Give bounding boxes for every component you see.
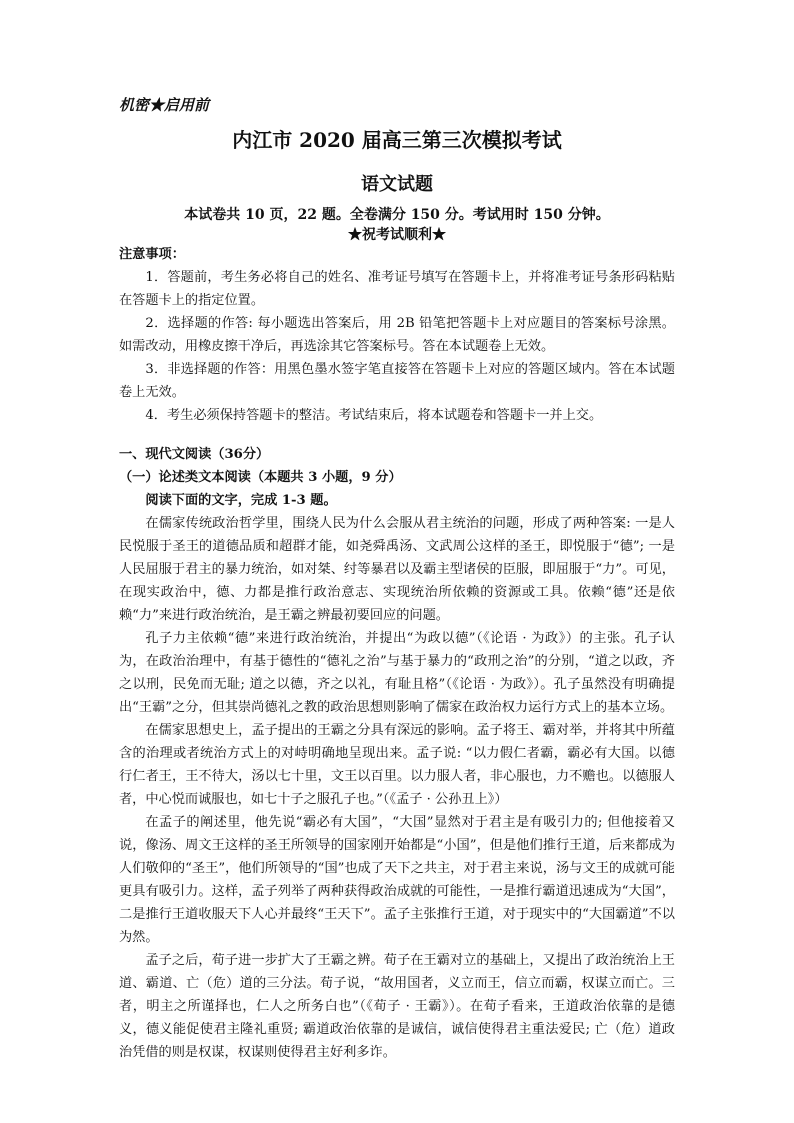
section-instruction: 阅读下面的文字，完成 1-3 题。	[145, 493, 337, 508]
notes-item: 4．考生必须保持答题卡的整洁。考试结束后，将本试题卷和答题卡一并上交。	[145, 408, 603, 423]
exam-wish: ★祝考试顺利★	[348, 227, 446, 243]
passage-paragraph: 孟子之后，荀子进一步扩大了王霸之辨。荀子在王霸对立的基础上，又提出了政治统治上王道、霸道、亡（危）道的三分法。荀子说，“故用国者，义立而王，信立而霸，权谋立而亡。三者，明主之所谨择也，仁人之所务白也”（《荀子 · 王霸》）。在荀子看来，王道政治依靠的是德义，德义能促使君主隆礼重贤; 霸道政治依靠的是诚信，诚信使得君主重法爱民; 亡（危）道政治凭借的则是权谋，权谋则使得君主好利多诈。	[119, 953, 675, 1060]
confidential-label: 机密★启用前	[119, 96, 210, 114]
passage-paragraph: 孔子力主依赖“德”来进行政治统治，并提出“为政以德”（《论语 · 为政》）的主张。孔子认为，在政治治理中，有基于德性的“德礼之治”与基于暴力的“政刑之治”的分别，“道之以政，齐之以刑，民免而无耻; 道之以德，齐之以礼，有耻且格”（《论语 · 为政》）。孔子虽然没有明确提出“王霸”之分，但其崇尚德礼之教的政治思想则影响了儒家在政治权力运行方式上的基本立场。	[119, 631, 675, 715]
notes-heading: 注意事项：	[119, 247, 185, 262]
section-heading: 一、现代文阅读（36分）	[119, 447, 270, 462]
exam-body	[119, 243, 675, 1064]
exam-info: 本试卷共 10 页，22 题。全卷满分 150 分。考试用时 150 分钟。	[184, 207, 610, 223]
notes-item: 1．答题前，考生务必将自己的姓名、准考证号填写在答题卡上，并将准考证号条形码粘贴在答题卡上的指定位置。	[119, 270, 675, 308]
passage-paragraph: 在孟子的阐述里，他先说“霸必有大国”，“大国”显然对于君主是有吸引力的; 但他接着又说，像汤、周文王这样的圣王所领导的国家刚开始都是“小国”，但是他们推行王道，后来都成为人们敬仰的“圣王”，他们所领导的“国”也成了天下之共主，对于君主来说，汤与文王的成就可能更具有吸引力。这样，孟子列举了两种获得政治成就的可能性，一是推行霸道迅速成为“大国”，二是推行王道收服天下人心并最终“王天下”。孟子主张推行王道，对于现实中的“大国霸道”不以为然。	[119, 815, 675, 945]
notes-item: 2．选择题的作答: 每小题选出答案后，用 2B 铅笔把答题卡上对应题目的答案标号涂黑。如需改动，用橡皮擦干净后，再选涂其它答案标号。答在本试题卷上无效。	[119, 316, 675, 354]
page-title: 内江市 2020 届高三第三次模拟考试	[232, 128, 562, 152]
page-subtitle: 语文试题	[361, 174, 433, 195]
spacer	[119, 427, 675, 443]
passage-paragraph: 在儒家传统政治哲学里，围绕人民为什么会服从君主统治的问题，形成了两种答案: 一是人民悦服于圣王的道德品质和超群才能，如尧舜禹汤、文武周公这样的圣王，即悦服于“德”; 一是人民屈服于君主的暴力统治，如对桀、纣等暴君以及霸主型诸侯的臣服，即屈服于“力”。可见，在现实政治中，德、力都是推行政治意志、实现统治所依赖的资源或工具。依赖“德”还是依赖“力”来进行政治统治，是王霸之辨最初要回应的问题。	[119, 516, 675, 623]
section-subheading: （一）论述类文本阅读（本题共 3 小题，9 分）	[119, 470, 402, 485]
passage-paragraph: 在儒家思想史上，孟子提出的王霸之分具有深远的影响。孟子将王、霸对举，并将其中所蕴含的治理或者统治方式上的对峙明确地呈现出来。孟子说: “以力假仁者霸，霸必有大国。以德行仁者王，王不待大，汤以七十里，文王以百里。以力服人者，非心服也，力不赡也。以德服人者，中心悦而诚服也，如七十子之服孔子也。”（《孟子 · 公孙丑上》）	[119, 723, 675, 807]
notes-item: 3．非选择题的作答：用黑色墨水签字笔直接答在答题卡上对应的答题区域内。答在本试题卷上无效。	[119, 362, 675, 400]
